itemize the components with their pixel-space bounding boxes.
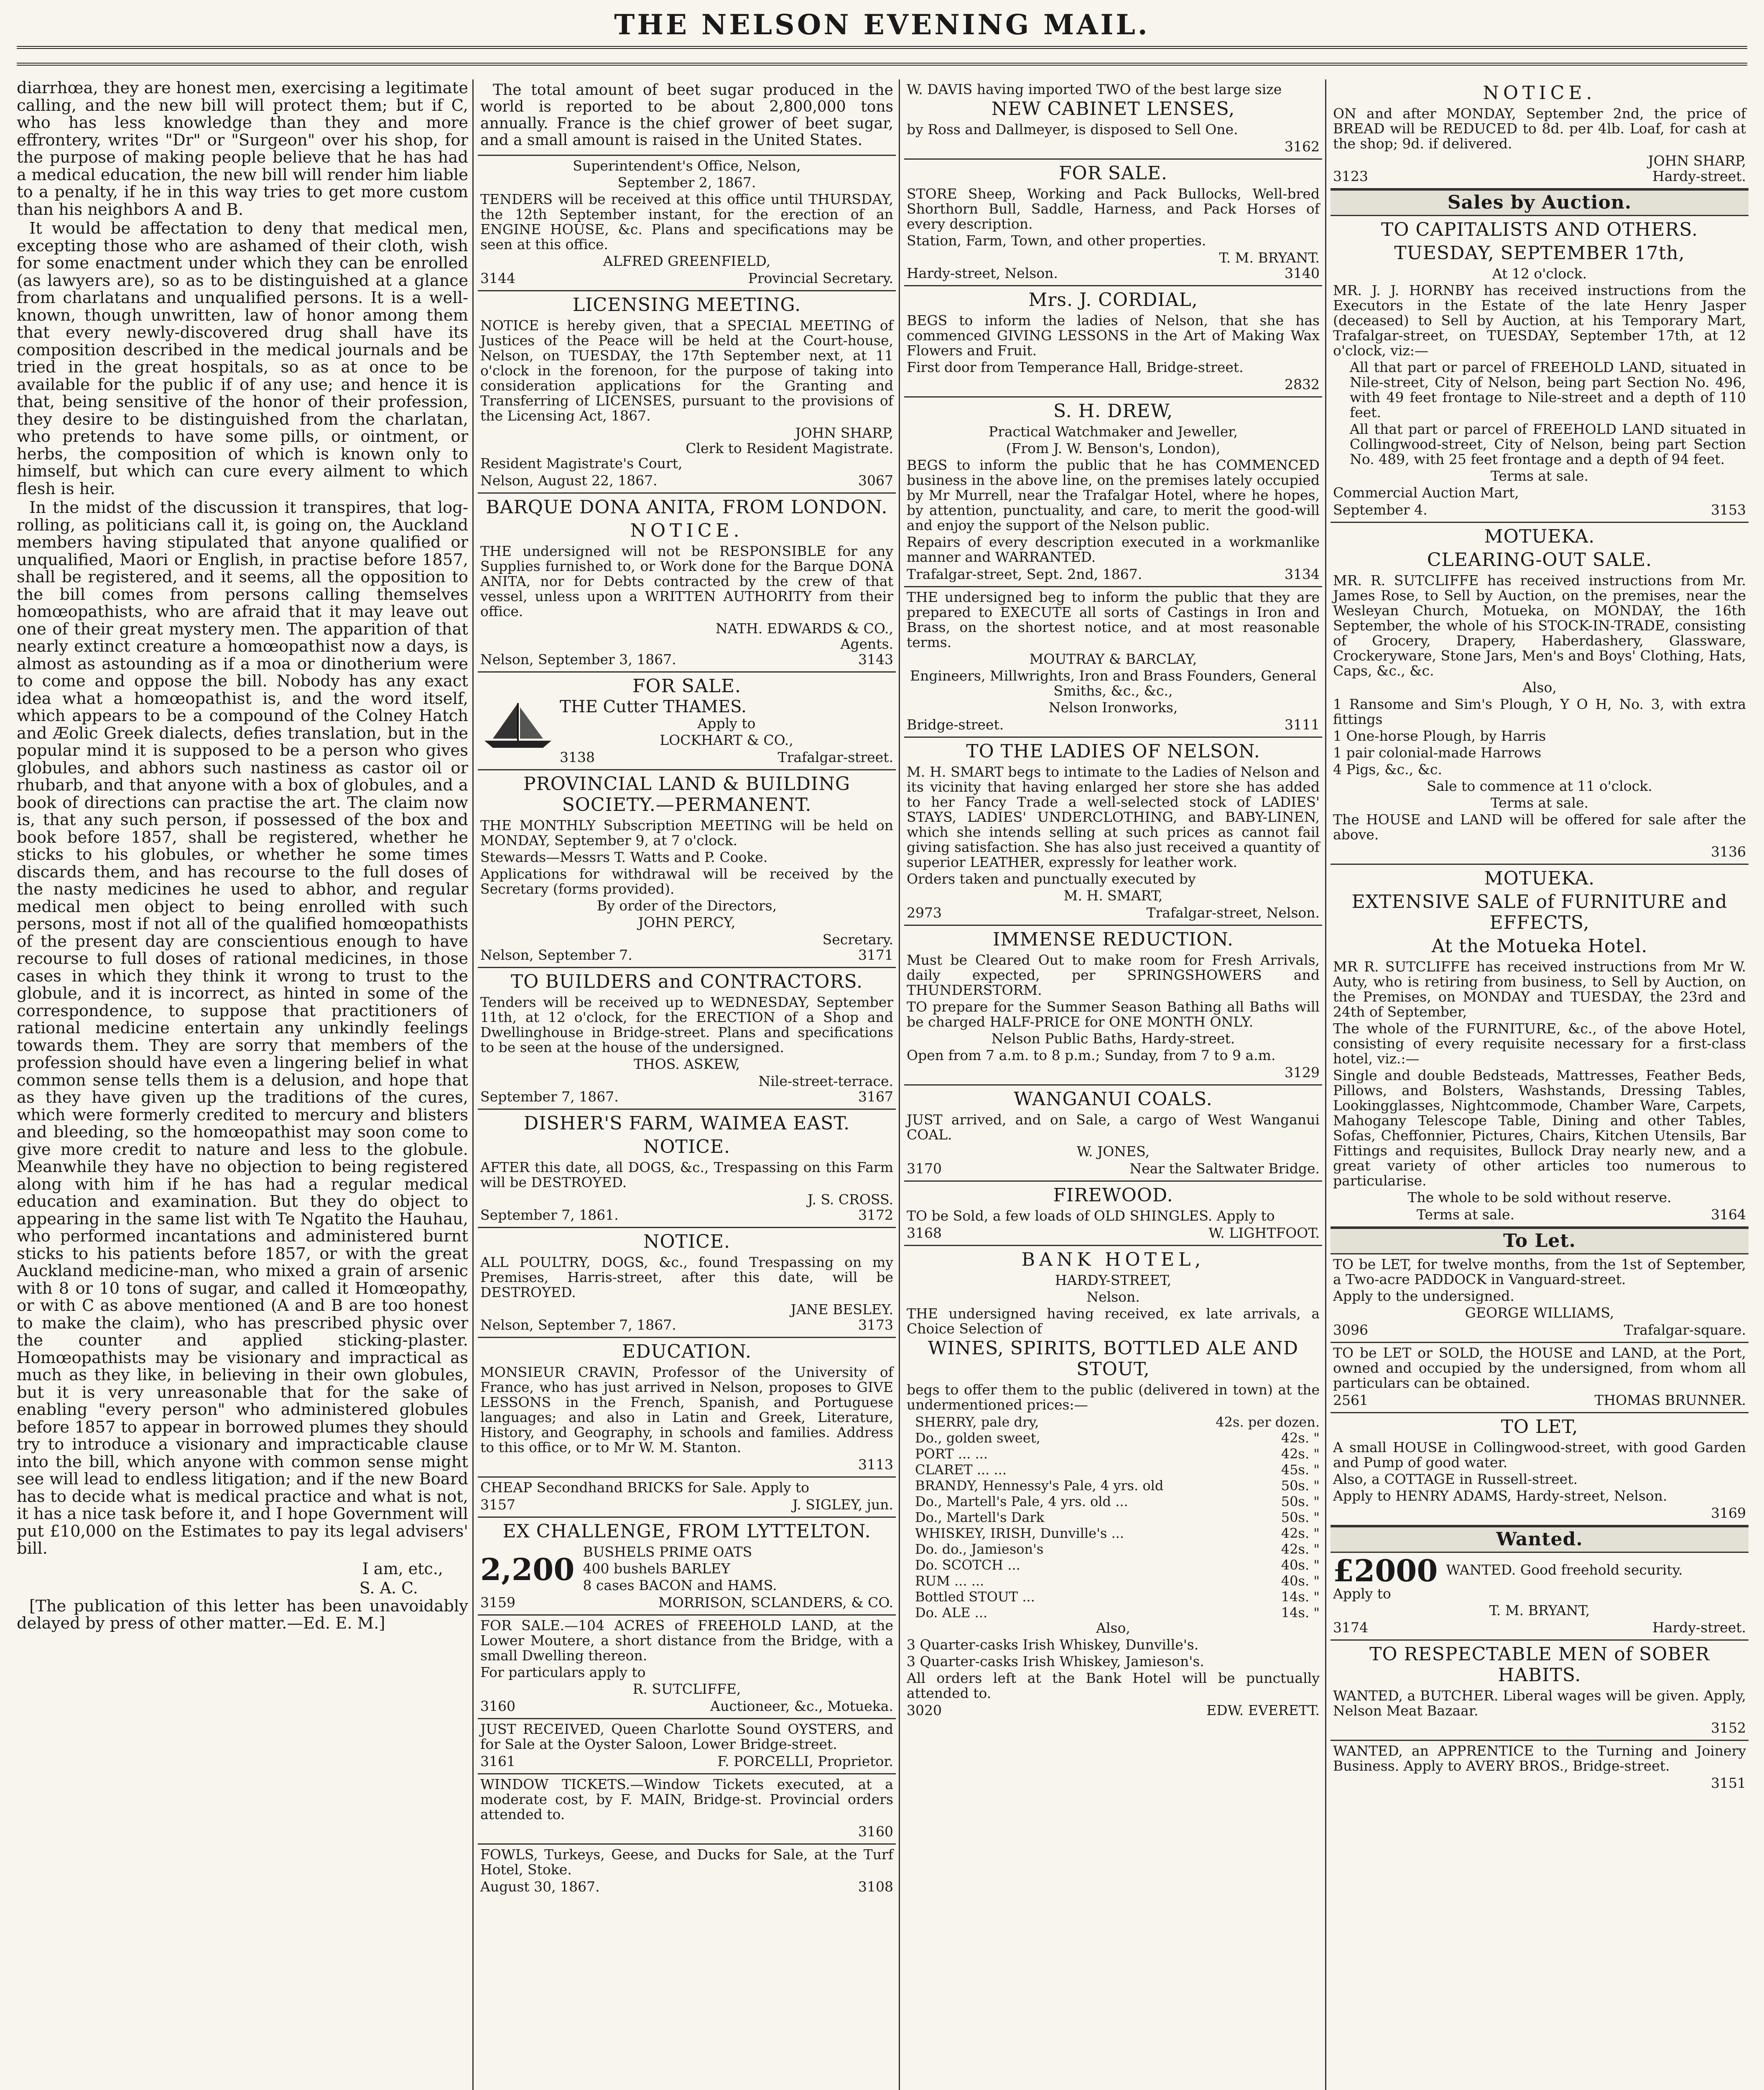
- ad-line: 3 Quarter-casks Irish Whiskey, Dunville's.: [907, 1636, 1199, 1653]
- ad-number: 3170: [907, 1160, 942, 1177]
- ad-heading: EX CHALLENGE, FROM LYTTELTON.: [502, 1521, 871, 1542]
- ad-bread-notice: [1331, 79, 1749, 189]
- ad-cutter-thames: [478, 673, 896, 770]
- ad-line: For particulars apply to: [480, 1664, 646, 1680]
- ad-signature: JOHN PERCY,: [638, 914, 736, 930]
- ad-poultry: [478, 1228, 896, 1338]
- ad-title: Clerk to Resident Magistrate.: [686, 440, 893, 456]
- ad-date: Nelson, September 3, 1867.: [480, 651, 676, 668]
- ad-line: Practical Watchmaker and Jeweller,: [989, 423, 1238, 440]
- ad-title: Agents.: [840, 636, 893, 652]
- ad-body: THE undersigned beg to inform the public that they are prepared to EXECUTE all sorts of Castings in Iron and Brass, on the shortest notice, and at most reasonable terms.: [907, 589, 1320, 650]
- ad-line: Station, Farm, Town, and other properties.: [907, 232, 1206, 249]
- ad-signature: J. SIGLEY, jun.: [792, 1496, 893, 1513]
- price-row: [907, 1509, 1320, 1525]
- ad-line: 3 Quarter-casks Irish Whiskey, Jamieson's.: [907, 1653, 1204, 1669]
- ad-line: All orders left at the Bank Hotel will be punctually attended to.: [907, 1670, 1320, 1701]
- ad-cordial: [904, 286, 1322, 398]
- ad-body: Single and double Bedsteads, Mattresses, Feather Beds, Pillows, and Bolsters, Washstands, Dressing Tables, Lookingglasses, Nightcommode, Chamber Ware, Carpets, Mahogany Telescope Table, Dining and other Tables, Sofas, Cheffonnier, Pictures, Chairs, Kitchen Utensils, Bar Fittings and requisites, Bullock Dray nearly new, and a great variety of other articles too numerous to particularise.: [1333, 1067, 1746, 1189]
- item-name: SHERRY, pale dry,: [915, 1414, 1039, 1430]
- ad-motueka-clearing: [1331, 523, 1749, 865]
- ad-signature: M. H. SMART,: [1063, 887, 1163, 904]
- ad-line: 8 cases BACON and HAMS.: [583, 1577, 777, 1593]
- item-name: Do., Martell's Pale, 4 yrs. old ...: [915, 1494, 1128, 1509]
- ad-date: Nelson, August 22, 1867.: [480, 472, 658, 489]
- ad-body: NOTICE is hereby given, that a SPECIAL MEETING of Justices of the Peace will be held at the Court-house, Nelson, on TUESDAY, the 17th September next, at 11 o'clock in the forenoon, for the purpose of taking into consideration applications for the Granting and Transferring of LICENSES, pursuant to the provisions of the Licensing Act, 1867.: [480, 317, 893, 424]
- item-name: Do., Martell's Dark: [915, 1509, 1045, 1525]
- ad-subheading: NOTICE.: [643, 1136, 731, 1157]
- item-price: 14s. ": [1281, 1605, 1320, 1621]
- column-letter: [17, 79, 468, 2090]
- ad-lyttelton: [478, 1518, 896, 1616]
- ad-body: BEGS to inform the ladies of Nelson, that she has commenced GIVING LESSONS in the Art of Making Wax Flowers and Fruit.: [907, 312, 1320, 359]
- ad-heading: TO CAPITALISTS AND OTHERS.: [1381, 219, 1698, 240]
- ad-licensing: [478, 291, 896, 494]
- ad-number: 3108: [858, 1878, 893, 1895]
- ad-number: 3160: [858, 1823, 893, 1840]
- ad-line: Applications for withdrawal will be received by the Secretary (forms provided).: [480, 866, 893, 897]
- ad-heading: NEW CABINET LENSES,: [991, 98, 1235, 120]
- ad-signature: T. M. BRYANT.: [1219, 250, 1320, 266]
- ad-number: 2973: [907, 905, 942, 921]
- ad-body: THE MONTHLY Subscription MEETING will be held on MONDAY, September 9, at 7 o'clock.: [480, 817, 893, 849]
- item-name: PORT ... ...: [915, 1446, 988, 1462]
- ad-amount: £2000: [1333, 1553, 1438, 1588]
- price-row: [907, 1541, 1320, 1557]
- ad-signature: LOCKHART & CO.,: [660, 732, 793, 748]
- ad-line: Commercial Auction Mart,: [1333, 484, 1519, 501]
- ad-freehold: [478, 1616, 896, 1719]
- ad-subheading: TUESDAY, SEPTEMBER 17th,: [1394, 242, 1685, 264]
- column-3: [899, 79, 1322, 2090]
- ad-item: All that part or parcel of FREEHOLD LAND, situated in Nile-street, City of Nelson, being part Section No. 496, with 49 feet frontage to Nile-street and a depth of 110 feet.: [1350, 359, 1746, 421]
- ad-number: 3096: [1333, 1322, 1368, 1338]
- ad-number: 3174: [1333, 1619, 1368, 1636]
- ad-number: 3113: [858, 1456, 893, 1473]
- ad-address: Bridge-street.: [907, 716, 1004, 733]
- ad-date: September 7, 1861.: [480, 1207, 619, 1223]
- ad-date: September 4.: [1333, 502, 1428, 518]
- ad-line: Nelson Public Baths, Hardy-street.: [991, 1030, 1235, 1047]
- ad-heading: BARQUE DONA ANITA, FROM LONDON.: [486, 497, 888, 518]
- item-price: 40s. ": [1281, 1557, 1320, 1573]
- ad-line: Apply to HENRY ADAMS, Hardy-street, Nelson.: [1333, 1488, 1667, 1504]
- item-name: BRANDY, Hennessy's Pale, 4 yrs. old: [915, 1478, 1164, 1494]
- ad-number: 3168: [907, 1225, 942, 1241]
- ad-butcher: [1331, 1641, 1749, 1741]
- ad-number: 3172: [858, 1207, 893, 1223]
- price-row: [907, 1573, 1320, 1589]
- date-line: September 2, 1867.: [617, 174, 756, 191]
- ad-number: 3143: [858, 651, 893, 668]
- news-item-beet: [478, 79, 896, 156]
- ad-number: 3161: [480, 1753, 515, 1769]
- ad-signature: JOHN SHARP,: [795, 425, 893, 441]
- ad-line: Stewards—Messrs T. Watts and P. Cooke.: [480, 849, 768, 865]
- ad-signature: T. M. BRYANT,: [1489, 1602, 1590, 1618]
- ad-builders: [478, 968, 896, 1110]
- ad-item: 4 Pigs, &c., &c.: [1333, 761, 1442, 777]
- ad-number: 3152: [1711, 1720, 1746, 1736]
- ad-line: Apply to: [697, 715, 756, 732]
- section-heading-auction: Sales by Auction.: [1331, 189, 1749, 216]
- item-name: CLARET ... ...: [915, 1462, 1007, 1478]
- ad-signature: MOUTRAY & BARCLAY,: [1029, 651, 1197, 667]
- ad-address: Hardy-street.: [1652, 1619, 1746, 1636]
- ad-ladies: [904, 738, 1322, 926]
- ad-line: At 12 o'clock.: [1492, 265, 1587, 282]
- item-name: WHISKEY, IRISH, Dunville's ...: [915, 1525, 1124, 1541]
- ad-number: 3171: [858, 947, 893, 963]
- ad-heading: IMMENSE REDUCTION.: [992, 929, 1234, 950]
- ad-heading: MOTUEKA.: [1484, 526, 1595, 547]
- ad-subheading: NOTICE.: [630, 520, 744, 541]
- ad-body: MR. J. J. HORNBY has received instructions from the Executors in the Estate of the late Henry Jasper (deceased) to Sell by Auction, at his Temporary Mart, Trafalgar-street, on TUESDAY, September 17th, at 12 o'clock, viz:—: [1333, 282, 1746, 359]
- section-heading-to-let: To Let.: [1331, 1228, 1749, 1254]
- ad-heading: TO LET,: [1501, 1416, 1578, 1438]
- ad-signature: F. PORCELLI, Proprietor.: [717, 1753, 893, 1769]
- item-name: Do. SCOTCH ...: [915, 1557, 1020, 1573]
- item-price: 42s. ": [1281, 1541, 1320, 1557]
- ad-title: Provincial Secretary.: [748, 270, 893, 286]
- ad-line: Engineers, Millwrights, Iron and Brass Founders, General Smiths, &c., &c.,: [910, 668, 1317, 699]
- item-price: 50s. ": [1281, 1494, 1320, 1509]
- ad-wanganui: [904, 1086, 1322, 1182]
- ad-line: W. DAVIS having imported TWO of the best large size: [907, 81, 1282, 97]
- ad-number: 3160: [480, 1698, 515, 1714]
- ad-line: By order of the Directors,: [596, 897, 777, 914]
- ad-heading: Mrs. J. CORDIAL,: [1028, 289, 1198, 311]
- ad-bank-hotel: [904, 1246, 1322, 1722]
- ad-body: JUST RECEIVED, Queen Charlotte Sound OYSTERS, and for Sale at the Oyster Saloon, Lower Bridge-street.: [480, 1721, 893, 1752]
- ad-body: THE Cutter THAMES.: [560, 697, 747, 716]
- ad-body: MONSIEUR CRAVIN, Professor of the University of France, who has just arrived in Nelson, proposes to GIVE LESSONS in the French, Spanish, and Portuguese languages; and also in Latin and Greek, Literature, History, and Geography, in schools and families. Address to this office, or to Mr W. M. Stanton.: [480, 1364, 893, 1455]
- ad-line: Terms at sale.: [1417, 1206, 1515, 1223]
- ad-reduction: [904, 926, 1322, 1086]
- ad-heading: TO THE LADIES OF NELSON.: [966, 741, 1260, 762]
- ad-number: 3111: [1285, 716, 1320, 733]
- ad-heading: S. H. DREW,: [1053, 400, 1173, 422]
- ad-subheading: EXTENSIVE SALE of FURNITURE and EFFECTS,: [1351, 891, 1728, 933]
- item-price: 42s. ": [1281, 1446, 1320, 1462]
- ad-adams: [1331, 1413, 1749, 1526]
- ad-number: 3020: [907, 1702, 942, 1718]
- section-heading-wanted: Wanted.: [1331, 1526, 1749, 1553]
- ad-paddock: [1331, 1254, 1749, 1343]
- ad-signature: W. LIGHTFOOT.: [1208, 1225, 1320, 1241]
- ad-barque: [478, 494, 896, 673]
- ad-line: Apply to the undersigned.: [1333, 1288, 1514, 1304]
- item-price: 50s. ": [1281, 1509, 1320, 1525]
- ad-heading: TO BUILDERS and CONTRACTORS.: [510, 971, 863, 992]
- ad-date: Trafalgar-street, Sept. 2nd, 1867.: [907, 566, 1142, 582]
- ad-body: TO prepare for the Summer Season Bathing all Baths will be charged HALF-PRICE for ONE MONTH ONLY.: [907, 999, 1320, 1030]
- ad-number: 3134: [1285, 566, 1320, 582]
- ad-address: Trafalgar-street, Nelson.: [1146, 905, 1320, 921]
- masthead-rule-lower: [17, 63, 1747, 66]
- ad-drew: [904, 398, 1322, 587]
- ad-window-tickets: [478, 1774, 896, 1845]
- ad-body: WINDOW TICKETS.—Window Tickets executed, at a moderate cost, by F. MAIN, Bridge-st. Provincial orders attended to.: [480, 1776, 893, 1822]
- ad-money-wanted: [1331, 1553, 1749, 1641]
- ad-date: September 7, 1867.: [480, 1088, 619, 1105]
- ad-moutray: [904, 587, 1322, 738]
- ad-engine-house: [478, 156, 896, 291]
- ad-item: All that part or parcel of FREEHOLD LAND situated in Collingwood-street, City of Nelson, being part Section No. 489, with 25 feet frontage and a depth of 94 feet.: [1350, 421, 1746, 467]
- ad-date: Nelson, September 7.: [480, 947, 632, 963]
- ad-body: CHEAP Secondhand BRICKS for Sale. Apply to: [480, 1479, 810, 1496]
- ad-capitalists: [1331, 216, 1749, 523]
- ad-heading: FIREWOOD.: [1053, 1185, 1173, 1206]
- ad-date: Nelson, September 7, 1867.: [480, 1317, 676, 1333]
- ad-line: Also,: [1522, 679, 1557, 696]
- ad-body: TENDERS will be received at this office until THURSDAY, the 12th September instant, for the erection of an ENGINE HOUSE, &c. Plans and specifications may be seen at this office.: [480, 191, 893, 252]
- price-list: [907, 1414, 1320, 1621]
- ad-motueka-furniture: [1331, 865, 1749, 1228]
- ad-number: 3153: [1711, 502, 1746, 518]
- ad-signature: GEORGE WILLIAMS,: [1465, 1305, 1614, 1321]
- ad-subheading: CLEARING-OUT SALE.: [1427, 549, 1652, 571]
- ad-address: Nile-street-terrace.: [758, 1073, 893, 1089]
- item-price: 50s. ": [1281, 1478, 1320, 1494]
- ad-store-sheep: [904, 160, 1322, 286]
- price-row: [907, 1605, 1320, 1621]
- ad-signature: ALFRED GREENFIELD,: [603, 253, 771, 269]
- ad-body: STORE Sheep, Working and Pack Bullocks, Well-bred Shorthorn Bull, Saddle, Harness, and Pack Horses of every description.: [907, 186, 1320, 232]
- ad-bricks: [478, 1478, 896, 1518]
- ad-line: The HOUSE and LAND will be offered for sale after the above.: [1333, 811, 1746, 843]
- ad-line: (From J. W. Benson's, London),: [1006, 440, 1221, 456]
- ad-body: The whole of the FURNITURE, &c., of the above Hotel, consisting of every requisite necessary for a first-class hotel, viz.:—: [1333, 1020, 1746, 1067]
- ad-number: 3162: [1285, 138, 1320, 155]
- ad-address: Trafalgar-square.: [1624, 1322, 1746, 1338]
- ad-heading: PROVINCIAL LAND & BUILDING SOCIETY.—PERMANENT.: [523, 773, 850, 816]
- ad-body: ON and after MONDAY, September 2nd, the price of BREAD will be REDUCED to 8d. per 4lb. Loaf, for cash at the shop; 9d. if delivered.: [1333, 105, 1746, 152]
- ad-signature: THOMAS BRUNNER.: [1594, 1392, 1746, 1408]
- ad-body: ALL POULTRY, DOGS, &c., found Trespassing on my Premises, Harris-street, after this date, will be DESTROYED.: [480, 1254, 893, 1300]
- ad-building-society: [478, 770, 896, 968]
- price-row: [907, 1446, 1320, 1462]
- ad-body: THE undersigned having received, ex late arrivals, a Choice Selection of: [907, 1305, 1320, 1337]
- ad-heading: MOTUEKA.: [1484, 868, 1595, 889]
- ad-body: WANTED, an APPRENTICE to the Turning and Joinery Business. Apply to AVERY BROS., Bridge-street.: [1333, 1743, 1746, 1774]
- ad-body: WANTED, a BUTCHER. Liberal wages will be given. Apply, Nelson Meat Bazaar.: [1333, 1687, 1746, 1719]
- ad-number: 3159: [480, 1594, 515, 1611]
- ad-line: The whole to be sold without reserve.: [1407, 1189, 1672, 1206]
- price-row: [907, 1430, 1320, 1446]
- ad-number: 3164: [1711, 1206, 1746, 1223]
- ad-body: M. H. SMART begs to intimate to the Ladies of Nelson and its vicinity that having enlarged her store she has added to her Fancy Trade a well-selected stock of LADIES' STAYS, LADIES' UNDERCLOTHING, and BABY-LINEN, which she intends selling at such prices as cannot fail giving satisfaction. She has also just received a quantity of superior LEATHER, expressly for leather work.: [907, 764, 1320, 870]
- item-price: 42s. per dozen.: [1216, 1414, 1320, 1430]
- ad-heading: FOR SALE.: [632, 675, 741, 697]
- item-price: 42s. ": [1281, 1525, 1320, 1541]
- ad-heading: WANGANUI COALS.: [1014, 1088, 1213, 1110]
- ad-number: 3167: [858, 1088, 893, 1105]
- price-row: [907, 1478, 1320, 1494]
- ad-signature: JANE BESLEY.: [790, 1301, 893, 1318]
- column-4: [1325, 79, 1749, 2090]
- masthead-rule: [17, 46, 1747, 49]
- beet-text: The total amount of beet sugar produced in the world is reported to be about 2,800,000 tons annually. France is the chief grower of beet sugar, and a small amount is raised in the United States.: [480, 82, 893, 149]
- ad-line: Orders taken and punctually executed by: [907, 871, 1196, 887]
- ad-line: 400 bushels BARLEY: [583, 1560, 730, 1577]
- item-name: Do. do., Jamieson's: [915, 1541, 1044, 1557]
- price-row: [907, 1557, 1320, 1573]
- ad-signature: J. S. CROSS.: [807, 1191, 893, 1208]
- ad-apprentice: [1331, 1741, 1749, 1795]
- item-name: Bottled STOUT ...: [915, 1589, 1035, 1605]
- item-price: 42s. ": [1281, 1430, 1320, 1446]
- item-name: RUM ... ...: [915, 1573, 984, 1589]
- ad-number: 3129: [1285, 1064, 1320, 1081]
- ad-line: Must be Cleared Out to make room for Fresh Arrivals, daily expected, per SPRINGSHOWERS and THUNDERSTORM.: [907, 952, 1320, 998]
- ad-line: begs to offer them to the public (delivered in town) at the undermentioned prices:—: [907, 1381, 1320, 1413]
- ad-address: Near the Saltwater Bridge.: [1129, 1160, 1320, 1177]
- ad-body: FOWLS, Turkeys, Geese, and Ducks for Sale, at the Turf Hotel, Stoke.: [480, 1846, 893, 1878]
- ad-body: BEGS to inform the public that he has COMMENCED business in the above line, on the premises lately occupied by Mr Murrell, near the Trafalgar Hotel, where he hopes, by attention, punctuality, and care, to merit the good-will and enjoy the support of the Nelson public.: [907, 457, 1320, 533]
- price-row: [907, 1525, 1320, 1541]
- column-2: [472, 79, 896, 2090]
- letter-paragraph: It would be affectation to deny that medical men, excepting those who are ashamed of their cloth, wish for some enactment under which they can be enrolled (as lawyers are), so as to be distinguished at a glance from charlatans and unqualified persons. It is a well-known, though unwritten, law of honor among them that every newly-discovered drug shall have its composition described in the medical journals and be tried in the great hospitals, so as at once to be available for the public if of any use; and hence it is that, being sensitive of the honor of their profession, they desire to be distinguished from the charlatan, who pretends to have some pills, or ointment, or herbs, the composition of which is known only to himself, but which can cure every ailment to which flesh is heir.: [17, 219, 468, 498]
- ad-address: Hardy-street, Nelson.: [907, 265, 1058, 281]
- ad-signature: NATH. EDWARDS & CO.,: [716, 620, 893, 637]
- ad-subheading: At the Motueka Hotel.: [1431, 935, 1648, 957]
- ad-title: Auctioneer, &c., Motueka.: [710, 1698, 893, 1714]
- ad-line: First door from Temperance Hall, Bridge-street.: [907, 359, 1244, 375]
- ad-number: 3144: [480, 270, 515, 286]
- ad-brunner: [1331, 1343, 1749, 1413]
- ad-heading: NOTICE.: [643, 1231, 731, 1252]
- ad-line: Open from 7 a.m. to 8 p.m.; Sunday, from 7 to 9 a.m.: [907, 1047, 1276, 1063]
- ad-body: THE undersigned will not be RESPONSIBLE for any Supplies furnished to, or Work done for the Barque DONA ANITA, nor for Debts contracted by the crew of that vessel, unless upon a WRITTEN AUTHORITY from their office.: [480, 543, 893, 619]
- sailing-ship-icon: [480, 701, 556, 751]
- ad-body: by Ross and Dallmeyer, is disposed to Sell One.: [907, 121, 1238, 138]
- ad-date: August 30, 1867.: [480, 1878, 600, 1895]
- ad-body: A small HOUSE in Collingwood-street, with good Garden and Pump of good water.: [1333, 1439, 1746, 1471]
- ad-heading: DISHER'S FARM, WAIMEA EAST.: [523, 1113, 850, 1134]
- ad-body: MR. R. SUTCLIFFE has received instructions from Mr. James Rose, to Sell by Auction, on the premises, near the Wesleyan Church, Motueka, on MONDAY, the 16th September, the whole of his STOCK-IN-TRADE, consisting of Grocery, Drapery, Haberdashery, Glassware, Crockeryware, Stone Jars, Men's and Boys' Clothing, Hats, Caps, &c., &c.: [1333, 572, 1746, 679]
- price-row: [907, 1589, 1320, 1605]
- ad-item: 1 Ransome and Sim's Plough, Y O H, No. 3, with extra fittings: [1333, 696, 1746, 727]
- letter-paragraph: In the midst of the discussion it transpires, that log-rolling, as politicians call it, is going on, the Auckland members having stipulated that anyone qualified or unqualified, Maori or English, in practise before 1857, shall be registered, and it seems, all the opposition to the bill comes from persons calling themselves homœopathists, who are afraid that it may leave out one of their great mystery men. The apparition of that nearly extinct creature a homœopathist now a days, is almost as astounding as if a moa or dinotherium were to come and oppose the bill. Nobody has any exact idea what a homœopathist is, and the word itself, which appears to be a compound of the Colney Hatch and Æolic Greek dialects, defies translation, but in the popular mind it is supposed to be a person who gives globules, and abhors such nastiness as castor oil or rhubarb, and that anyone with a box of globules, and a book of directions can practise the art. The claim now is, that any such person, if possessed of the box and book before 1857, shall be registered, whether he sticks to his globules, or whether he some times discards them, and has recourse to the full doses of the nasty medicines he used to abhor, and regular medical men object to being enrolled with such persons, most if not all of the qualified homœopathists of the present day are conscientious enough to have recourse to full doses of rational medicines, in those cases in which they think it wrong to trust to the globule, and it is incorrect, as hinted in some of the correspondence, to suppose that practitioners of rational medicine entertain any unkindly feelings towards them. They are sorry that members of the profession should have even a lingering belief in what common sense tells them is a delusion, and hope that as they have given up the traditions of the cures, which were formerly credited to mercury and blisters and bleeding, so the homœopathist may soon come to give more credit to nature and less to the globule. Meanwhile they have no objection to being registered along with him if he has had a regular medical education and examination. But they do object to appearing in the same list with Te Ngatito the Hauhau, who performed incantations and administered burnt sticks to his patients before 1857, or with the great Auckland medicine-man, who mixed a grain of arsenic with 8 or 10 tons of sugar, and called it Homœopathy, or with C as above mentioned (A and B are too honest to make the claim), who has prescribed physic over the counter and applied sticking-plaster. Homœopathists may be visionary and impractical as much as they like, in believing in their own globules, but it is very unreasonable that for the sake of enabling "every person" who administered globules before 1857 to appear in borrowed plumes they should try to introduce a visionary and impracticable clause into the bill, which anyone with common sense might see will lead to endless litigation; and if the new Board has to decide what is medical practice and what is not, it has a nice task before it, and I hope Government will put £10,000 on the Estimates to pay its legal advisers' bill.: [17, 498, 468, 1558]
- editor-note: [The publication of this letter has been unavoidably delayed by press of other matter.—Ed. E. M.]: [17, 1596, 468, 1633]
- price-row: [907, 1494, 1320, 1509]
- item-price: 45s. ": [1281, 1462, 1320, 1478]
- ad-heading: NOTICE.: [1483, 82, 1596, 104]
- ad-signature: R. SUTCLIFFE,: [632, 1681, 741, 1697]
- ad-quantity: 2,200: [480, 1552, 575, 1587]
- letter-signature: S. A. C.: [359, 1578, 418, 1597]
- ad-number: 3173: [858, 1317, 893, 1333]
- ad-signature: THOS. ASKEW,: [633, 1056, 740, 1072]
- ad-disher-farm: [478, 1110, 896, 1228]
- ad-line: Terms at sale.: [1490, 468, 1589, 484]
- ad-line: WANTED. Good freehold security.: [1446, 1562, 1683, 1578]
- ad-subheading: WINES, SPIRITS, BOTTLED ALE AND STOUT,: [928, 1338, 1299, 1380]
- ad-signature: MORRISON, SCLANDERS, & CO.: [658, 1594, 893, 1611]
- ad-number: 3138: [560, 749, 595, 765]
- ad-line: Repairs of every description executed in a workmanlike manner and WARRANTED.: [907, 534, 1320, 565]
- item-name: Do., golden sweet,: [915, 1430, 1040, 1446]
- letter-paragraph: diarrhœa, they are honest men, exercising a legitimate calling, and the new bill will protect them; but if C, who has less knowledge than they and more effrontery, writes "Dr" or "Surgeon" over his shop, for the purpose of making people believe that he has had a medical education, the new bill will render him liable to a penalty, if he in this way tries to get more custom than his neighbors A and B.: [17, 79, 468, 219]
- ad-body: FOR SALE.—104 ACRES of FREEHOLD LAND, at the Lower Moutere, a short distance from the Bridge, with a small Dwelling thereon.: [480, 1617, 893, 1664]
- ad-heading: FOR SALE.: [1059, 163, 1168, 184]
- ad-number: 3157: [480, 1496, 515, 1513]
- ad-oysters: [478, 1719, 896, 1774]
- ad-signature: W. JONES,: [1076, 1143, 1150, 1160]
- ad-heading: LICENSING MEETING.: [572, 294, 801, 316]
- masthead: THE NELSON EVENING MAIL.: [614, 8, 1150, 41]
- ad-item: 1 One-horse Plough, by Harris: [1333, 728, 1546, 744]
- ad-number: 2561: [1333, 1392, 1368, 1408]
- office-line: Superintendent's Office, Nelson,: [573, 158, 801, 174]
- item-price: 40s. ": [1281, 1573, 1320, 1589]
- ad-education: [478, 1338, 896, 1478]
- ad-number: 2832: [1285, 376, 1320, 393]
- ad-number: 3067: [858, 472, 893, 489]
- ad-heading: BANK HOTEL,: [1021, 1249, 1205, 1270]
- ad-signature: EDW. EVERETT.: [1206, 1702, 1320, 1718]
- price-row: [907, 1462, 1320, 1478]
- ad-body: AFTER this date, all DOGS, &c., Trespassing on this Farm will be DESTROYED.: [480, 1159, 893, 1190]
- ad-address: Trafalgar-street.: [777, 749, 893, 765]
- ad-line: Nelson.: [1086, 1289, 1140, 1305]
- ad-body: JUST arrived, and on Sale, a cargo of West Wanganui COAL.: [907, 1111, 1320, 1143]
- ad-title: Secretary.: [822, 931, 893, 948]
- ad-number: 3140: [1285, 265, 1320, 281]
- ad-line: Terms at sale.: [1490, 795, 1589, 811]
- letter-closing: I am, etc.,: [362, 1559, 443, 1578]
- ad-line: HARDY-STREET,: [1055, 1272, 1172, 1288]
- ad-cabinet-lenses: [904, 79, 1322, 160]
- ad-line: BUSHELS PRIME OATS: [583, 1544, 752, 1560]
- ad-signature: JOHN SHARP,: [1648, 153, 1746, 169]
- ad-item: 1 pair colonial-made Harrows: [1333, 744, 1542, 761]
- ad-firewood: [904, 1182, 1322, 1246]
- ad-body: TO be Sold, a few loads of OLD SHINGLES. Apply to: [907, 1208, 1275, 1224]
- price-row: [907, 1414, 1320, 1430]
- ad-body: TO be LET or SOLD, the HOUSE and LAND, at the Port, owned and occupied by the undersigned, from whom all particulars can be obtained.: [1333, 1345, 1746, 1391]
- ad-heading: TO RESPECTABLE MEN of SOBER HABITS.: [1369, 1644, 1710, 1686]
- ad-line: Apply to: [1333, 1585, 1391, 1602]
- ad-line: Nelson Ironworks,: [1048, 699, 1178, 716]
- ad-number: 3136: [1711, 844, 1746, 860]
- ad-fowls: [478, 1845, 896, 1899]
- ad-line: Also,: [1096, 1620, 1130, 1636]
- ad-body: MR R. SUTCLIFFE has received instructions from Mr W. Auty, who is retiring from business, to Sell by Auction, on the Premises, on MONDAY and TUESDAY, the 23rd and 24th of September,: [1333, 958, 1746, 1020]
- ad-line: Sale to commence at 11 o'clock.: [1427, 778, 1652, 794]
- item-name: Do. ALE ...: [915, 1605, 988, 1621]
- ad-body: TO be LET, for twelve months, from the 1st of September, a Two-acre PADDOCK in Vanguard-street.: [1333, 1256, 1746, 1287]
- ad-address: Hardy-street.: [1652, 168, 1746, 184]
- item-price: 14s. ": [1281, 1589, 1320, 1605]
- ad-office: Resident Magistrate's Court,: [480, 455, 683, 472]
- ad-number: 3151: [1711, 1775, 1746, 1791]
- ad-number: 3123: [1333, 168, 1368, 184]
- ad-body: Tenders will be received up to WEDNESDAY, September 11th, at 12 o'clock, for the ERECTION of a Shop and Dwellinghouse in Bridge-street. Plans and specifications to be seen at the house of the undersigned.: [480, 994, 893, 1055]
- ad-line: Also, a COTTAGE in Russell-street.: [1333, 1471, 1578, 1487]
- ad-heading: EDUCATION.: [622, 1341, 752, 1362]
- ad-number: 3169: [1711, 1505, 1746, 1521]
